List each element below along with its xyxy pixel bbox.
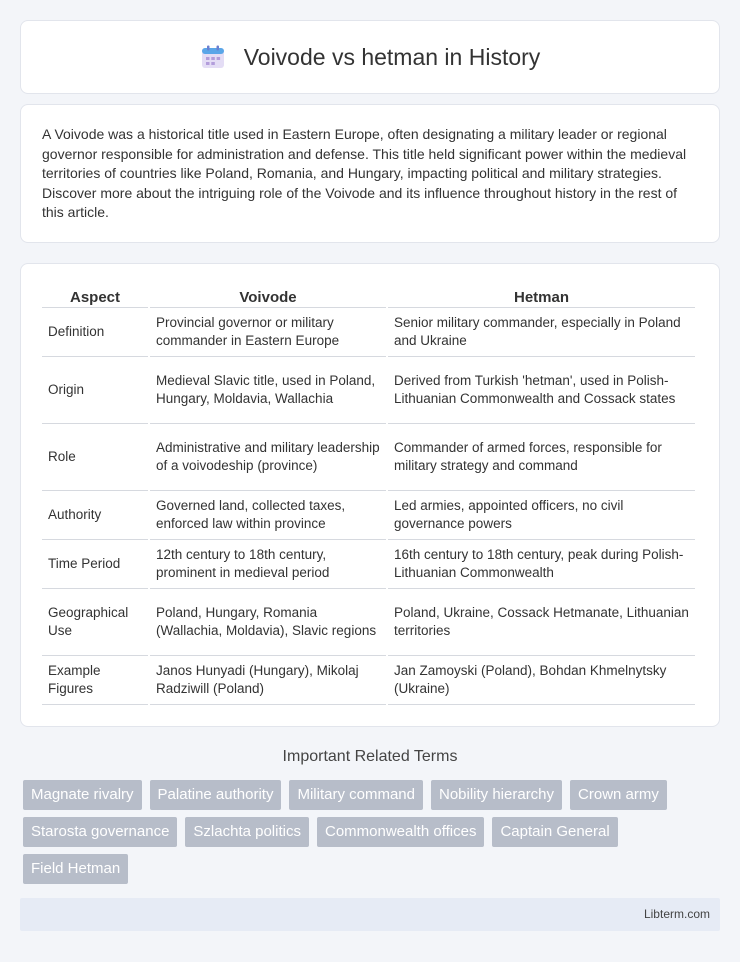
cell-aspect: Role [42,424,148,491]
cell-hetman: Senior military commander, especially in Poland and Ukraine [388,308,695,357]
footer [20,898,720,931]
cell-hetman: Jan Zamoyski (Poland), Bohdan Khmelnytsky (Ukraine) [388,656,695,705]
cell-aspect: Time Period [42,540,148,589]
cell-hetman: Derived from Turkish 'hetman', used in Polish-Lithuanian Commonwealth and Cossack states [388,357,695,424]
table-row [42,491,695,540]
footer-site-link[interactable]: Libterm.com [643,907,710,921]
column-header-aspect: Aspect [42,286,148,308]
calendar-icon [200,44,226,70]
comparison-table [40,286,697,705]
cell-aspect: Geographical Use [42,589,148,656]
table-row [42,589,695,656]
page-title: Voivode vs hetman in History [243,43,541,70]
intro-section [20,104,720,243]
table-row [42,656,695,705]
table-row [42,357,695,424]
related-term-tag[interactable]: Nobility hierarchy [431,780,562,810]
related-term-tag[interactable]: Military command [289,780,423,810]
cell-aspect: Example Figures [42,656,148,705]
related-term-tag[interactable]: Captain General [492,817,617,847]
related-terms-title: Important Related Terms [282,748,458,765]
cell-voivode: Medieval Slavic title, used in Poland, Hungary, Moldavia, Wallachia [150,357,386,424]
cell-hetman: Commander of armed forces, responsible for military strategy and command [388,424,695,491]
cell-aspect: Origin [42,357,148,424]
intro-text: A Voivode was a historical title used in Eastern Europe, often designating a military leader or regional governor responsible for administration and defense. This title held significant power within the medieval territories of countries like Poland, Romania, and Hungary, impacting political and military strategies. Discover more about the intriguing role of the Voivode and its influence throughout history in the rest of this article. [42,126,687,220]
column-header-hetman: Hetman [388,286,695,308]
related-term-tag[interactable]: Crown army [570,780,667,810]
column-header-voivode: Voivode [150,286,386,308]
cell-voivode: Governed land, collected taxes, enforced law within province [150,491,386,540]
cell-aspect: Definition [42,308,148,357]
cell-hetman: Led armies, appointed officers, no civil governance powers [388,491,695,540]
page-header [20,20,720,94]
cell-hetman: 16th century to 18th century, peak during Polish-Lithuanian Commonwealth [388,540,695,589]
related-term-tag[interactable]: Field Hetman [23,854,128,884]
related-term-tag[interactable]: Palatine authority [150,780,282,810]
comparison-table-card [20,263,720,727]
cell-voivode: Administrative and military leadership of a voivodeship (province) [150,424,386,491]
table-row [42,308,695,357]
cell-hetman: Poland, Ukraine, Cossack Hetmanate, Lithuanian territories [388,589,695,656]
cell-voivode: Janos Hunyadi (Hungary), Mikolaj Radziwill (Poland) [150,656,386,705]
cell-aspect: Authority [42,491,148,540]
related-terms-list [23,780,713,884]
related-term-tag[interactable]: Starosta governance [23,817,177,847]
table-row [42,540,695,589]
related-term-tag[interactable]: Szlachta politics [185,817,309,847]
cell-voivode: Poland, Hungary, Romania (Wallachia, Moldavia), Slavic regions [150,589,386,656]
table-row [42,424,695,491]
related-term-tag[interactable]: Magnate rivalry [23,780,142,810]
cell-voivode: 12th century to 18th century, prominent in medieval period [150,540,386,589]
related-term-tag[interactable]: Commonwealth offices [317,817,484,847]
cell-voivode: Provincial governor or military commander in Eastern Europe [150,308,386,357]
table-header-row [42,286,695,308]
